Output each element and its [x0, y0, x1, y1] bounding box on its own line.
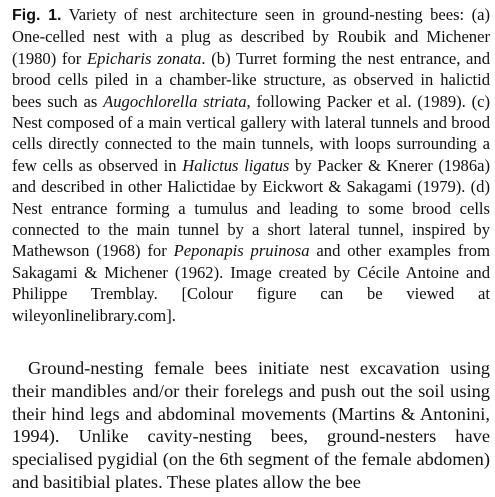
- caption-segment: by Packer & Knerer (1986a) and described in other Halictidae by Eickwort & Sakagami (1979). (d) Nest entrance forming a tumulus and leading to some brood cells connected to the main tunnel by a short lateral tunnel, inspired by Mathewson (1968) for: [12, 155, 491, 261]
- species-name: Augochlorella striata: [103, 91, 247, 111]
- species-name: Halictus ligatus: [182, 155, 290, 175]
- body-paragraph: Ground-nesting female bees initiate nest excavation using their mandibles and/or their forelegs and push out the soil using their hind legs and abdominal movements (Martins & Antonini, 1994). Unlike cavity-nesting bees, ground-nesters have specialised pygidial (on the 6th segment of the female abdomen) and basitibial plates. These plates allow the bee: [12, 358, 490, 492]
- caption-segment: and other examples from Sakagami & Michener (1962). Image created by Cécile Antoine and Philippe Tremblay. [Colour figure can be viewed at wileyonlinelibrary.com].: [12, 241, 490, 325]
- figure-caption-block: [12, 4, 490, 326]
- species-name: Peponapis pruinosa: [173, 241, 310, 261]
- caption-segment: , following Packer et al. (1989). (c) Nest composed of a main vertical gallery with lateral tunnels and brood cells directly connected to the main tunnels, with loops surrounding a few cells as observed in: [12, 91, 490, 175]
- figure-caption: [12, 4, 490, 326]
- species-name: Epicharis zonata: [86, 48, 202, 68]
- caption-segment: Variety of nest architecture seen in ground-nesting bees: (a) One-celled nest with a plug as described by Roubik and Michener (1980) for: [12, 5, 490, 68]
- caption-segment: . (b) Turret forming the nest entrance, and brood cells piled in a chamber-like structure, as observed in halictid bees such as: [12, 48, 491, 111]
- figure-label: Fig. 1.: [12, 7, 62, 24]
